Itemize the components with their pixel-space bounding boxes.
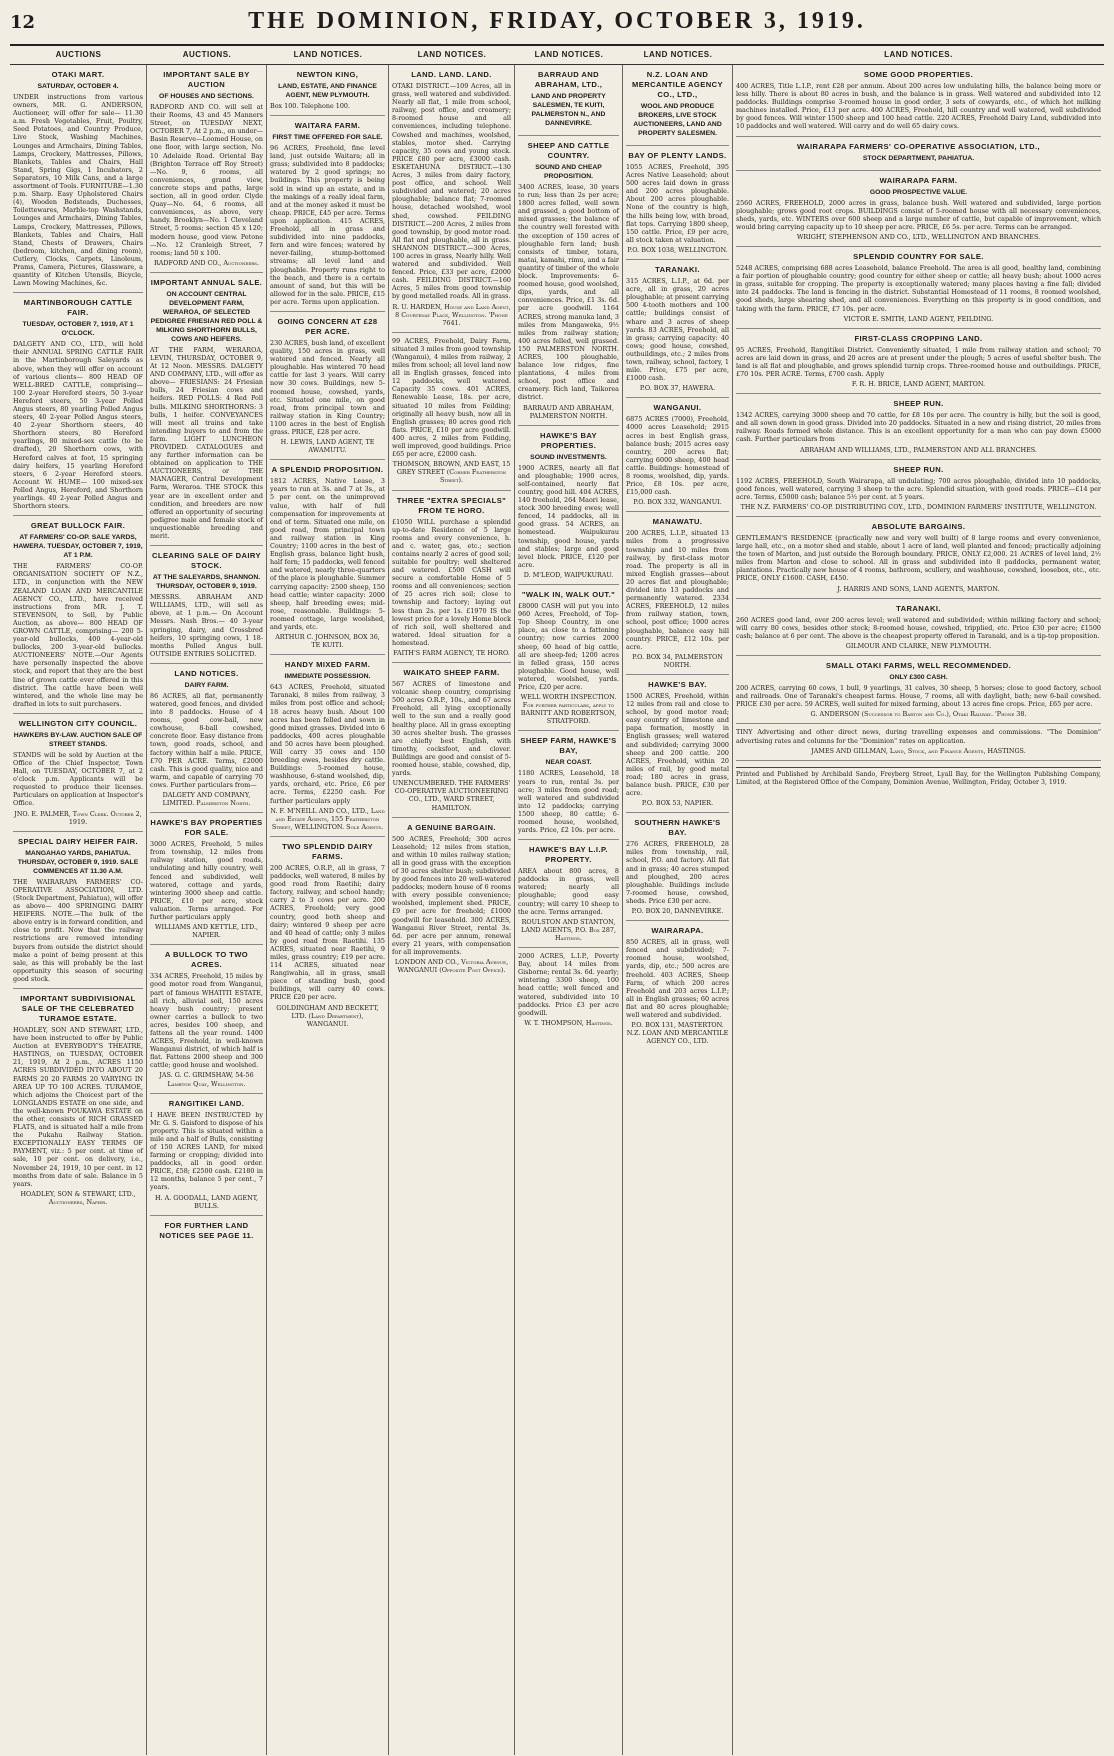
- ad-signature: ARTHUR C. JOHNSON, BOX 36, TE KUITI.: [275, 633, 380, 650]
- ad-subheading: WOOL AND PRODUCE BROKERS, LIVE STOCK AUCTIONEERS, LAND AND PROPERTY SALESMEN.: [633, 103, 722, 137]
- ad-signature: P.O. BOX 53, NAPIER.: [641, 799, 714, 808]
- ad-heading: CLEARING SALE OF DAIRY STOCK.: [152, 551, 261, 571]
- ad-subheading: MANGAHAO YARDS, PAHIATUA. THURSDAY, OCTOBER 9, 1919. SALE COMMENCES AT 11.30 A.M.: [17, 849, 139, 875]
- ad-signature: UNENCUMBERED. THE FARMERS' CO-OPERATIVE AUCTIONEERING CO., LTD., WARD STREET, HAMILTON.: [392, 779, 511, 812]
- ad-signature: WELL WORTH INSPECTION. For further particulars, apply to BARNITT AND ROBERTSON, STRATFORD.: [520, 693, 617, 726]
- ad-subheading: SOUND INVESTMENTS.: [530, 453, 607, 461]
- ad-heading: WAITARA FARM.: [294, 121, 361, 131]
- classified-ad: [13, 516, 143, 714]
- ad-subheading: OF HOUSES AND SECTIONS.: [159, 93, 254, 100]
- ad-heading: NEWTON KING,: [296, 70, 359, 79]
- ad-heading: FIRST-CLASS CROPPING LAND.: [854, 333, 983, 343]
- classified-ad: [626, 813, 729, 921]
- ad-signature: JAS. G. C. GRIMSHAW, 54-56 Lambton Quay, Wellington.: [159, 1071, 254, 1088]
- ad-signature: F. R. H. BRICE, LAND AGENT, MARTON.: [851, 380, 986, 389]
- ad-signature: FAITH'S FARM AGENCY, TE HORO.: [393, 649, 510, 657]
- ad-body: 1812 ACRES, Native Lease, 3 years to run at 3s. and 7 at 3s., at 5 per cent. on the unimproved value, with half of full compensation for improvements at end of term. Situated one mile, on good road, from principal town and railway station in King Country; 1100 acres in the best of English grass, balance light bush, half fern; 15 paddocks, well fenced and watered, nearly three-quarters of the place is ploughable. Summer carrying capacity: 2500 sheep, 150 head cattle; winter capacity: 2000 sheep, half breeding ewes; mid-rose, reasonable. Buildings: 5-roomed cottage, large woolshed, and yards, etc.: [270, 477, 385, 631]
- ad-heading: WELLINGTON CITY COUNCIL.: [18, 718, 138, 728]
- ad-body: 96 ACRES, Freehold, fine level land, just outside Waitara; all in grass; subdivided into 8 paddocks; watered by 2 good springs; no buildings. This property is being sold in wind up an estate, and in the makings of a really ideal farm, and at the money asked it must be cheap. PRICE, £45 per acre. Terms upon application. 415 ACRES, Freehold, all in grass and subdivided into nine paddocks, fern and wire fences; watered by never-failing, stump-bottomed streams; all level land and ploughable. Property runs right to the beach, and there is a certain amount of sand, but this will be allowed for in the sale. PRICE, £15 per acre. Terms upon application.: [270, 144, 385, 306]
- classified-ad: [736, 137, 1101, 171]
- classified-ad: [518, 731, 619, 840]
- ad-body: I HAVE BEEN INSTRUCTED by Mr. G. S. Gaisford to dispose of his property. This is situated within a mile and a half of Bulls, consisting of 150 ACRES LAND, for mixed farming or cropping; divided into paddocks, all in good order. PRICE, £58; £2500 cash. £2180 in 12 months, balance 5 per cent., 7 years.: [150, 1110, 263, 1192]
- ad-body: 334 ACRES, Freehold, 15 miles by good motor road from Wanganui, part of famous WHATITI ESTATE, all rich, alluvial soil, 150 acres heavy bush country; present owner carries a bullock to two acres, besides 100 sheep, and fattens all the year round. 1400 ACRES, Freehold, in well-known Wanganui district, of which half is flat. Fattens 2000 sheep and 300 cattle; good house and woolshed.: [150, 972, 263, 1070]
- ad-subheading: LAND, ESTATE, AND FINANCE AGENT, NEW PLYMOUTH.: [278, 83, 377, 99]
- classified-ad: [392, 65, 511, 333]
- ad-signature: P.O. BOX 1038, WELLINGTON.: [627, 245, 728, 254]
- ad-body: HOADLEY, SON AND STEWART, LTD., have been instructed to offer by Public Auction at EVERYBODY'S THEATRE, HASTINGS, on TUESDAY, OCTOBER 21, 1919, At 2 p.m., ACRES 1150 ACRES SUBDIVIDED INTO ABOUT 20 FARMS 20 20 FARMS 20 VARYING IN AREA UP TO 100 ACRES. TURAMOE, which adjoins the Choicest part of the LONGLANDS ESTATE on one side, and the well-known POUKAWA ESTATE on the other, consists of RICH GRASSED FLATS, and is situated half a mile from the Pukahu Railway Station. EXCEPTIONALLY EASY TERMS OF PAYMENT, viz.: 5 per cent. at time of sale, 10 per cent. on delivery, i.e., November 24, 1919, 10 per cent. in 12 months from date of sale. Balance in 5 years.: [13, 1025, 143, 1188]
- ad-signature: D. M'LEOD, WAIPUKURAU.: [523, 570, 614, 579]
- classified-ad: [150, 546, 263, 664]
- section-head: LAND NOTICES.: [534, 50, 604, 59]
- classified-ad: [736, 517, 1101, 599]
- ad-body: DALGETY AND CO., LTD., will hold their ANNUAL SPRING CATTLE FAIR in the Martinborough Saleyards as above, when they will offer on account of various clients— 800 HEAD OF WELL-BRED CATTLE, comprising— 100 2-year Hereford steers, 50 3-year Hereford steers, 50 3-year Polled Angus steers, 80 yearling Polled Angus steers, 40 2-year Polled Angus steers, 40 2-year Shorthorn steers, 40 Shorthorn steers, 80 Hereford yearlings, 80 mixed-sex cattle (to be drafted), 20 Shorthorn cows, with Hereford calves at foot, 15 springing dairy heifers, 15 yearling Hereford steers, 6 2-year Hereford steers. Account W. HUME— 100 mixed-sex Polled Angus, Hereford, and Shorthorn yearlings. 40 2-year Polled Angus and Shorthorn steers.: [13, 340, 143, 511]
- ad-body: 3400 ACRES, lease, 30 years to run; less than 2s per acre; 1800 acres felled, well sown and grassed, a good bottom of mixed grasses; the balance of the country well forested with the exception of 150 acres of ploughable fern land; bush consists of timber, totara, matai, kamahi, rimu, and a fair quantity of timber of the whole block. Improvements: 6-roomed house, good woolshed, dips, yards, and all conveniences. Price, £1 3s. 6d. per acre goodwill. 1164 ACRES, strong manuka land, 3 miles from Mangaweka, 9½ miles from railway station; 400 acres felled, well grassed. 150 PALMERSTON NORTH. ACRES, 100 ploughable, balance low ridges, fine plantations, 4 miles from school, post office and creamery. Rich land, Taikorea district.: [518, 183, 619, 402]
- ad-body: STANDS will be sold by Auction at the Office of the Chief Inspector, Town Hall, on TUESDAY, OCTOBER 7, at 2 o'clock p.m. Applicants will be requested to produce their licenses. Particulars on application at Inspector's Office.: [13, 750, 143, 808]
- ad-body: 260 ACRES good land, over 200 acres level; well watered and subdivided; within milking factory and school; will carry 80 cows, besides other stock; 8-roomed house, cowshed, tripplied, etc. Price £30 per acre; £1500 cash; balance at 6 per cent. The above is the cheapest property offered in Taranaki, and is a tip-top proposition.: [736, 615, 1101, 640]
- ad-heading: TARANAKI.: [896, 603, 941, 613]
- classified-ad: [13, 714, 143, 832]
- ad-signature: HOADLEY, SON & STEWART, LTD., Auctioneers, Napier.: [20, 1189, 136, 1206]
- ad-heading: HAWKE'S BAY L.I.P. PROPERTY.: [529, 845, 608, 865]
- classified-ad: [736, 599, 1101, 656]
- section-head: LAND NOTICES.: [417, 50, 487, 59]
- ad-body: 200 ACRES, O.R.P., all in grass, 7 paddocks, well watered, 8 miles by good road from Raetihi; dairy factory, railway, and school handy; carry 2 to 3 cows per acre. 200 ACRES, Freehold; very good country, good both sheep and dairy; wintered 9 sheep per acre and 40 head of cattle; only 3 miles by good road from Raetihi. 135 ACRES, situated near Raetihi, 9 miles, grass country; £19 per acre. 114 ACRES, situated near Rangiwahia, all in grass, small piece of standing bush, good buildings, will carry 40 cows. PRICE £20 per acre.: [270, 863, 385, 1002]
- ad-body: 2000 ACRES, L.I.P., Poverty Bay, about 14 miles from Gisborne; rental 3s. 6d. yearly; wintering 3300 sheep, 100 head cattle; well fenced and watered, subdivided into 10 paddocks. Price £3 per acre goodwill.: [518, 952, 619, 1017]
- ad-subheading: STOCK DEPARTMENT, PAHIATUA.: [862, 154, 975, 162]
- ad-body: THE FARMERS' CO-OP. ORGANISATION SOCIETY OF N.Z., LTD., in conjunction with the NEW ZEALAND LOAN AND MERCANTILE AGENCY CO., LTD., have received instructions from MR. J. T. STEVENSON, to Sell, by Public Auction, as above— 800 HEAD OF GROWN CATTLE, comprising— 200 5-year-old bullocks, 400 4-year-old bullocks, 200 3-year-old bullocks. AUCTIONEERS' NOTE.—Our Agents have personally inspected the above stock, and report that they are the best line of grown cattle ever offered in this district. The cattle have been well wintered, and the whole line may be drafted in lots to suit purchasers.: [13, 562, 143, 708]
- ad-signature: G. ANDERSON (Successor to Barton and Co.), Otaki Railway. 'Phone 38.: [810, 710, 1027, 719]
- ad-body: 850 ACRES, all in grass, well fenced and subdivided; 7-roomed house, woolshed, yards, dip, etc.; 500 acres are freehold. 403 ACRES, Sheep Farm, of which 200 acres Freehold and 203 acres L.I.P.; all in English grasses; 60 acres flat and 80 acres ploughable; well watered and subdivided.: [626, 938, 729, 1019]
- classified-ad: [150, 273, 263, 546]
- ad-body: 1192 ACRES, FREEHOLD, South Wairarapa, all undulating; 700 acres ploughable, divided into 10 paddocks, good fences, well watered, carrying 3 sheep to the acre. Splendid situation, with good roads. PRICE—£14 per acre. Terms, £5000 cash; balance 5½ per cent. at 5 years.: [736, 476, 1101, 501]
- classified-ad: [150, 1216, 263, 1248]
- ad-heading: HAWKE'S BAY PROPERTIES.: [540, 430, 597, 450]
- column-7: [733, 65, 1104, 1755]
- classified-ad: [626, 675, 729, 813]
- classified-ad: [518, 65, 619, 136]
- classified-ad: [736, 394, 1101, 459]
- column-5: [515, 65, 623, 1755]
- classified-ad: [626, 260, 729, 398]
- ad-subheading: ON ACCOUNT CENTRAL DEVELOPMENT FARM, WERAROA, OF SELECTED PEDIGREE FRIESIAN RED POLL & MILKING SHORTHORN BULLS, COWS AND HEIFERS.: [150, 290, 263, 343]
- classified-ad: [392, 491, 511, 664]
- classified-ad: [518, 840, 619, 948]
- ad-body: 643 ACRES, Freehold, situated Taranaki, 8 miles from railway, 3 miles from post office and school; 18 acres heavy bush. About 100 acres has been felled and sown in good mixed grasses. Divided into 6 paddocks, 400 acres ploughable and 50 acres have been ploughed. Will carry 35 cows and 150 breeding ewes, besides dry cattle. Buildings: 5-roomed house, washhouse, 6-stand woolshed, dip, yards, orchard, etc. Price, £6 per acre. Terms, £2250 cash. For further particulars apply: [270, 683, 385, 805]
- page-number: 12: [10, 12, 36, 33]
- ad-body: 1900 ACRES, nearly all flat and ploughable; 1900 acres, self-contained, nearly flat country, good hill. 404 ACRES, 140 freehold, 264 Maori lease, stock 300 breeding ewes; well fenced, 14 paddocks, all in good grass. 54 ACRES, an homestead. Waipukurau township, good house, yards and stables; large and good level block. PRICE, £120 per acre.: [518, 463, 619, 569]
- classified-ad: [270, 837, 385, 1033]
- section-heads: [10, 46, 1104, 65]
- ad-heading: HAWKE'S BAY.: [648, 679, 707, 689]
- ad-body: 2560 ACRES, FREEHOLD, 2000 acres in grass, balance bush. Well watered and subdivided, large portion ploughable; grows good root crops. BUILDINGS consist of 5-roomed house with all necessary conveniences, sheds, yards, etc. WINTERS over 600 sheep and a large number of cattle, but capable of improvement, which would bring carrying capacity up to 10 sheep per acre. PRICE, £6 5s. per acre. Terms can be arranged.: [736, 198, 1101, 231]
- ad-signature: JNO. E. PALMER, Town Clerk. October 2, 1919.: [14, 809, 142, 826]
- classified-ad: [150, 65, 263, 273]
- ad-body: £8000 CASH will put you into 960 Acres, Freehold, of Top-Top Sheep Country, in one place, as close to a fattening country; now carries 2000 sheep, 60 head of big cattle, all are sheep-fed; 1200 acres in felled grass, 150 acres ploughable. Good house, well watered, woolshed, yards. Price, £20 per acre.: [518, 602, 619, 691]
- ad-body: 230 ACRES, bush land, of excellent quality, 150 acres in grass, well watered and fenced. Nearly all ploughable. Has wintered 70 head cattle for last 3 years. Will carry now 30 cows. Buildings, new 5-roomed house, cowshed, yards, etc. Situated one mile, on good road, from principal town and railway station in King Country; 1100 acres in the best of English grass. PRICE, £28 per acre.: [270, 338, 385, 436]
- column-2: [147, 65, 267, 1755]
- ad-heading: IMPORTANT SUBDIVISIONAL SALE OF THE CELEBRATED TURAMOE ESTATE.: [20, 993, 136, 1023]
- masthead: [10, 8, 1104, 46]
- classified-ad: [736, 724, 1101, 760]
- ad-heading: A SPLENDID PROPOSITION.: [271, 465, 384, 475]
- ad-subheading: ONLY £300 CASH.: [889, 674, 948, 682]
- ad-heading: WANGANUI.: [653, 403, 702, 413]
- classified-ad: [13, 65, 143, 293]
- ad-heading: IMPORTANT ANNUAL SALE.: [150, 277, 263, 287]
- ad-heading: TARANAKI.: [655, 265, 700, 275]
- newspaper-title: THE DOMINION, FRIDAY, OCTOBER 3, 1919.: [248, 8, 866, 34]
- ad-heading: RANGITIKEI LAND.: [168, 1098, 245, 1108]
- ad-signature: P.O. BOX 34, PALMERSTON NORTH.: [632, 652, 723, 669]
- ad-body: Box 100. Telephone 100.: [270, 102, 351, 110]
- ad-heading: BARRAUD AND ABRAHAM, LTD.,: [534, 70, 603, 89]
- column-6: [623, 65, 733, 1755]
- classified-ad: [736, 247, 1101, 329]
- classified-ad: [270, 116, 385, 312]
- ad-heading: THREE "EXTRA SPECIALS" FROM TE HORO.: [396, 495, 507, 515]
- ad-signature: P.O. BOX 131, MASTERTON. N.Z. LOAN AND MERCANTILE AGENCY CO., LTD.: [626, 1021, 729, 1046]
- ad-signature: H. A. GOODALL, LAND AGENT, BULLS.: [154, 1193, 259, 1210]
- section-head: AUCTIONS.: [182, 50, 232, 59]
- ad-body: 95 ACRES, Freehold, Rangitikei District. Conveniently situated, 1 mile from railway station and school; 70 acres are laid down in grass, and 20 acres are at present under the plough; 5 acres of useful shelter bush. The land is all flat and ploughable, and grows splendid turnip crops. Three-roomed house and outbuildings. PRICE, £70 10s. PER ACRE. Terms, £700 cash. Apply: [736, 345, 1101, 378]
- ad-heading: A BULLOCK TO TWO ACRES.: [164, 950, 249, 970]
- classified-ad: [736, 656, 1101, 724]
- classified-ad: [150, 664, 263, 813]
- classified-ad: [392, 663, 511, 818]
- ad-body: AREA about 800 acres, 8 paddocks in grass, well watered; nearly all ploughable; good easy country; will carry 10 sheep to the acre. Terms arranged.: [518, 867, 619, 916]
- ad-subheading: AT THE SALEYARDS, SHANNON. THURSDAY, OCTOBER 9, 1919.: [152, 574, 261, 591]
- column-4: [389, 65, 515, 1755]
- ad-heading: SHEEP RUN.: [893, 464, 944, 474]
- ad-signature: P.O. BOX 332, WANGANUI.: [633, 498, 722, 507]
- columns: [10, 65, 1104, 1755]
- ad-body: 1342 ACRES, carrying 3000 sheep and 70 cattle, for £8 10s per acre. The country is hilly, but the soil is good, and all sown down in good grass. Divided into 20 paddocks. Situated in a new and rising district, 20 miles from railway. Roads formed whole distance. This is an excellent opportunity for a man who can pay down £5000 cash. Further particulars from: [736, 411, 1101, 444]
- ad-heading: BAY OF PLENTY LANDS.: [628, 151, 727, 160]
- classified-ad: [518, 426, 619, 585]
- ad-heading: WAIRARAPA.: [651, 926, 704, 936]
- ad-body: 1180 ACRES, Leasehold, 18 years to run, rental 3s. per acre; 3 miles from good road; well watered and subdivided into 12 paddocks; carrying 1500 sheep, 80 cattle; 6-roomed house, woolshed, yards. Price, £2 10s. per acre.: [518, 769, 619, 835]
- ad-body: 500 ACRES, Freehold; 300 acres Leasehold; 12 miles from station, and within 10 miles railway station; all in good grass with the exception of 30 acres shelter bush; subdivided by good fences into 20 well-watered paddocks; modern house of 6 rooms with every possible convenience; woolshed, implement shed. PRICE, £9 per acre for freehold; £1000 goodwill for leasehold. 300 ACRES, Wanganui River Street, rental 3s. 6d. per acre per annum, renewal every 21 years, with compensation for all improvements.: [392, 834, 511, 956]
- ad-subheading: FIRST TIME OFFERED FOR SALE.: [272, 134, 383, 142]
- ad-signature: GILMOUR AND CLARKE, NEW PLYMOUTH.: [845, 641, 992, 650]
- classified-ad: [270, 460, 385, 655]
- classified-ad: [626, 398, 729, 512]
- ad-heading: WAIRARAPA FARM.: [879, 175, 958, 185]
- ad-signature: BARRAUD AND ABRAHAM, PALMERSTON NORTH.: [523, 403, 614, 420]
- ad-heading: HANDY MIXED FARM.: [284, 660, 371, 670]
- ad-signature: H. LEWIS, LAND AGENT, TE AWAMUTU.: [280, 438, 375, 455]
- ad-subheading: IMMEDIATE POSSESSION.: [284, 673, 371, 681]
- ad-heading: SOUTHERN HAWKE'S BAY.: [634, 818, 721, 838]
- classified-ad: [736, 460, 1101, 517]
- ad-heading: GOING CONCERN AT £28 PER ACRE.: [277, 316, 378, 336]
- ad-body: 276 ACRES, FREEHOLD, 28 miles from township, rail, school, P.O. and factory. All flat and in grass; 40 acres stumped and ploughed, 200 acres ploughable. Buildings include 7-roomed house, cowshed, sheds. Price £30 per acre.: [626, 840, 729, 905]
- ad-heading: IMPORTANT SALE BY AUCTION: [163, 70, 250, 89]
- ad-signature: R. U. HARDEN, House and Land Agent, 8 Courtenay Place, Wellington. 'Phone 7641.: [392, 302, 511, 327]
- ad-heading: FOR FURTHER LAND NOTICES SEE PAGE 11.: [159, 1220, 254, 1240]
- ad-heading: MARTINBOROUGH CATTLE FAIR.: [23, 298, 133, 318]
- ad-body: OTAKI DISTRICT.—109 Acres, all in grass, well watered and subdivided. Nearly all flat, 1 mile from school, railway, post office, and creamery; 8-roomed house and all conveniences, including telephone. Cowshed and machines, woolshed, stables, motor shed. Carrying capacity, 35 cows and young stock. PRICE £80 per acre, £3000 cash. ESKETAHUNA DISTRICT.—130 Acres, 3 miles from dairy factory, post office, and school. Well subdivided and watered; 20 acres ploughable; balance flat; 7-roomed house, detached woolshed, wool shed, cowshed. FEILDING DISTRICT.—200 Acres, 2 miles from good township, by good motor road. All flat and ploughable, all in grass. SHANNON DISTRICT.—300 Acres, 100 acres in grass, Nearly hilly. Well watered and subdivided. Well fenced. Price, £33 per acre, £2000 cash. FEILDING DISTRICT.—160 Acres, 5 miles from good township by good metalled roads. All in grass.: [392, 82, 511, 301]
- ad-signature: W. T. THOMPSON, Hastings.: [524, 1018, 613, 1027]
- ad-signature: ROULSTON AND STANTON, LAND AGENTS, P.O. Box 287, Hastings.: [520, 917, 617, 942]
- classified-ad: [150, 1094, 263, 1216]
- classified-ad: [392, 333, 511, 491]
- ad-heading: SHEEP AND CATTLE COUNTRY.: [527, 141, 610, 160]
- classified-ad: [150, 813, 263, 945]
- ad-heading: SOME GOOD PROPERTIES.: [863, 70, 974, 79]
- ad-signature: P.O. BOX 37, HAWERA.: [639, 384, 716, 393]
- classified-ad: [626, 921, 729, 1050]
- section-head: LAND NOTICES.: [293, 50, 363, 59]
- classified-ad: [736, 65, 1101, 137]
- classified-ad: [518, 136, 619, 426]
- ad-body: AT THE FARM, WERAROA, LEVIN, THURSDAY, OCTOBER 9, At 12 Noon. MESSRS. DALGETY AND COMPANY, LTD., will offer as above— FRIESIANS: 24 Friesian bulls, 24 Friesian cows and heifers. RED POLLS: 4 Red Poll bulls. MILKING SHORTHORNS: 3 bulls, 1 heifer. CONVEYANCES will meet all trains and take intending buyers to and from the farm. LIGHT LUNCHEON PROVIDED. CATALOGUES and any further information can be obtained on application to THE AUCTIONEERS, or THE MANAGER, Central Development Farm, Weraroa. THE STOCK this year are in excellent order and condition, and breeders are now offered an opportunity of securing pedigree male and female stock of unquestionable breeding and merit.: [150, 345, 263, 541]
- ad-subheading: AT FARMERS' CO-OP. SALE YARDS, HAWERA. TUESDAY, OCTOBER 7, 1919, AT 1 P.M.: [13, 534, 143, 560]
- classified-ad: [518, 948, 619, 1032]
- ad-body: 567 ACRES of limestone and volcanic sheep country, comprising 500 acres O.R.P., 10s., and 67 acres Freehold, all lying exceptionally well to the sun and a really good healthy place. All in grass excepting 30 acres shelter bush. The grasses are chiefly best English, with timothy, cocksfoot, and clover. Buildings are good and consist of 5-roomed house, stable, cowshed, dip, yards.: [392, 680, 511, 778]
- ad-signature: LONDON AND CO., Victoria Avenue, WANGANUI (Opposite Post Office).: [394, 958, 509, 975]
- classified-ad: [13, 989, 143, 1211]
- ad-body: TINY Advertising and other direct news, during travelling expenses and commissions. "The Dominion" advertising rates and columns for the "Dominion" rates on application.: [736, 728, 1101, 745]
- ad-heading: OTAKI MART.: [51, 70, 105, 79]
- ad-body: 86 ACRES, all flat, permanently watered, good fences, and divided into 8 paddocks. House of 4 rooms, good cow-bail, new cowhouse, 8-ball cowshed, concrete floor. Easy distance from town, good roads, school, and factory within half a mile. PRICE, £70 PER ACRE. Terms, £2000 cash. This is good quality, nice and warm, and capable of carrying 70 cows. Further particulars from—: [150, 691, 263, 789]
- printer-imprint: Printed and Published by Archibald Sando, Freyberg Street, Lyall Bay, for the Wellington Publishing Company, Limited, at the Registered Office of the Company, Dominion Avenue, Wellington, Friday, October 3, 1919.: [736, 767, 1101, 787]
- ad-signature: WILLIAMS AND KETTLE, LTD., NAPIER.: [154, 923, 259, 940]
- ad-heading: N.Z. LOAN AND MERCANTILE AGENCY CO., LTD.,: [632, 70, 723, 99]
- ad-heading: A GENUINE BARGAIN.: [407, 822, 496, 832]
- ad-subheading: DAIRY FARM.: [184, 681, 229, 689]
- classified-ad: [626, 65, 729, 146]
- ad-signature: J. HARRIS AND SONS, LAND AGENTS, MARTON.: [837, 584, 1000, 593]
- ad-signature: THOMSON, BROWN, AND EAST, 15 GREY STREET (Corner Featherston Street).: [392, 460, 511, 485]
- ad-heading: GREAT BULLOCK FAIR.: [30, 521, 126, 531]
- ad-body: MESSRS. ABRAHAM AND WILLIAMS, LTD., will sell as above, at 1 p.m.— On Account Messrs. Nash Bros.— 40 3-year springing, dairy, and Crossbred heifers, 10 springing cows, 1 18-months Polled Angus bull. OUTSIDE ENTRIES SOLICITED.: [150, 593, 263, 658]
- ad-body: 3000 ACRES, Freehold, 5 miles from township, 12 miles from railway station, good roads, undulating and hilly country, well fenced and subdivided, well watered, cottage and yards, wintering 3000 sheep and cattle. PRICE, £10 per acre, stock valuation. Terms arranged. For further particulars apply: [150, 840, 263, 922]
- ad-signature: VICTOR E. SMITH, LAND AGENT, FEILDING.: [843, 314, 994, 323]
- classified-ad: [392, 818, 511, 980]
- ad-heading: SPLENDID COUNTRY FOR SALE.: [853, 252, 984, 262]
- column-1: [10, 65, 147, 1755]
- classified-ad: [626, 512, 729, 675]
- ad-subheading: SATURDAY, OCTOBER 4.: [37, 83, 119, 90]
- section-head: AUCTIONS: [55, 50, 102, 59]
- ad-heading: "WALK IN, WALK OUT.": [521, 590, 616, 600]
- ad-signature: RADFORD AND CO., Auctioneers.: [153, 258, 260, 267]
- ad-body: 1055 ACRES, Freehold, 395 Acres Native Leasehold; about 500 acres laid down in grass and 200 acres ploughable. About 200 acres ploughable. None of the country is high, the hills being low, with broad, flat tops. Carrying 1800 sheep, 150 cattle. Price, £9 per acre, all stock taken at valuation.: [626, 163, 729, 244]
- ad-heading: SHEEP FARM, HAWKE'S BAY,: [520, 736, 617, 756]
- ad-signature: N. F. M'NEILL AND CO., LTD., Land and Estate Agents, 155 Featherston Street, WELLINGTON. Sole Agents.: [270, 806, 385, 831]
- section-head: LAND NOTICES.: [884, 50, 953, 59]
- ad-body: 200 ACRES, L.I.P., situated 13 miles from a progressive township and 10 miles from railway, by first-class motor road. The property is all in mixed English grasses—about 20 acres flat and ploughable; divided into 13 paddocks and permanently watered. 2334 ACRES, FREEHOLD, 12 miles from railway station, town, school, post office; 1000 acres ploughable, balance easy hill country. PRICE, £12 10s. per acre.: [626, 529, 729, 651]
- classified-ad: [518, 585, 619, 731]
- ad-body: 5248 ACRES, comprising 688 acres Leasehold, balance Freehold. The area is all good, healthy land, combining a fair portion of ploughable country; good country for either sheep or cattle; all heavy bush; about 1000 acres in grass, suitable for cropping. The property is exceptionally watered; many places having a fine fall; divided into 24 paddocks. The land is fencing in the district. Substantial Homestead of 11 rooms, 8 roomed woolshed, good sheds, large shearing shed, and all conveniences. Everything on this property is in good condition, and taking with the farm. PRICE, £7 10s. per acre.: [736, 264, 1101, 313]
- ad-heading: WAIRARAPA FARMERS' CO-OPERATIVE ASSOCIATION, LTD.,: [796, 141, 1040, 151]
- ad-subheading: HAWKERS BY-LAW. AUCTION SALE OF STREET STANDS.: [13, 731, 143, 748]
- classified-ad: [736, 171, 1101, 247]
- ad-heading: MANAWATU.: [652, 517, 703, 527]
- ad-subheading: GOOD PROSPECTIVE VALUE.: [869, 188, 968, 196]
- ad-signature: GOLDINGHAM AND BECKETT, LTD. (Land Department), WANGANUI.: [276, 1003, 379, 1028]
- ad-subheading: SOUND AND CHEAP PROPOSITION.: [535, 164, 602, 180]
- ad-signature: WRIGHT, STEPHENSON AND CO., LTD., WELLINGTON AND BRANCHES.: [796, 232, 1041, 241]
- ad-heading: SPECIAL DAIRY HEIFER FAIR.: [18, 836, 138, 846]
- ad-heading: LAND NOTICES.: [174, 668, 239, 678]
- classified-ad: [150, 945, 263, 1093]
- classified-ad: [270, 655, 385, 837]
- ad-subheading: NEAR COAST.: [545, 759, 592, 767]
- ad-heading: WAIKATO SHEEP FARM.: [403, 668, 500, 678]
- ad-body: GENTLEMAN'S RESIDENCE (practically new and very well built) of 8 large rooms and every convenience, large hall, etc., on a motor shed and stable, about 1 acre of land, well planted and fenced; practically adjoining the town of Marton, and just outside the Borough boundary. PRICE, ONLY £2,000. 21 ACRES of level land, 2½ miles from Marton and close to school. All in grass and subdivided into 8 paddocks, permanent water, plantations. Practically new house of 4 rooms, bathroom, scullery, and washhouse, cowshed, loosebox, etc., etc. PRICE, ONLY £1600. CASH, £450.: [736, 534, 1101, 583]
- ad-body: £1050 WILL purchase a splendid up-to-date Residence of 5 large rooms and every convenience, h. and c. water, gas, etc.; section contains nearly 2 acres of good soil; suitable for poultry; well sheltered and watered. £500 CASH will secure a comfortable Home of 5 rooms and all conveniences; section of 25 acres rich soil; close to township and factory; laying out less than 2s. per 1s. £1970 IS the lowest price for a lovely Home block of rich soil, well sheltered and watered. Ideal situation for a homestead.: [392, 517, 511, 647]
- ad-heading: SMALL OTAKI FARMS, WELL RECOMMENDED.: [825, 661, 1012, 671]
- ad-body: UNDER instructions from various owners, MR. G. ANDERSON, Auctioneer, will offer for sale— 11.30 a.m. Fresh Vegetables, Fruit, Poultry, Seed Potatoes, and Country Produce, Live Stock, Washing Machines, Lounges and Armchairs, Dining Tables, Lamps, Crockery, Mattresses, Pillows, Blankets, Tables and Chairs, Hall Stand, Spring Gigs, 1 Incubators, 2 Separators, 10 Milk Cans, and a large assortment of Tools. FURNITURE—1.30 p.m. Sharp. Easy Upholstered Chairs (4), Wooden Bedsteads, Duchesses, Toilettewares, Marble-top Washstands, Lounges and Armchairs, Dining Tables, Lamps, Crockery, Mattresses, Pillows, Blankets, Tables and Chairs, Hall Stand, Chests of Drawers, Chairs (bedroom, kitchen, and dining room), Cutlery, Clocks, Carpets, Linoleum, Prams, Camera, Pictures, Glassware, a quantity of Kitchen Utensils, Bicycle, Lawn Mowing Machines, &c.: [13, 93, 143, 288]
- ad-body: 1500 ACRES, Freehold, within 12 miles from rail and close to school, by good motor road; easy country of limestone and papa formation, mostly in English grasses; well watered and subdivided; carrying 3000 sheep and 200 cattle. 200 ACRES, Freehold, within 20 miles of rail, by good metal road; 180 acres in grass, balance bush. PRICE, £30 per acre.: [626, 691, 729, 798]
- ad-heading: HAWKE'S BAY PROPERTIES FOR SALE.: [150, 818, 263, 838]
- classified-ad: [270, 312, 385, 460]
- classified-ad: [13, 293, 143, 516]
- classified-ad: [270, 65, 385, 116]
- ad-body: RADFORD AND CO. will sell at their Rooms, 43 and 45 Manners Street, on TUESDAY NEXT, OCTOBER 7, At 2 p.m., on under— Basin Reserve—Loomed House, on one floor, with large section, No. 10 Adelaide Road. Oriental Bay (Brighton Terrace off Roy Street)—No. 9, 6 rooms, all conveniences, grand view, concrete steps and paths, large section, all in good order. Clyde Quay—No. 64, 6 rooms, all conveniences, as above, very handy. Brooklyn—No. 1 Cleveland Street, 5 rooms; section 45 x 120; modern house, good view. Petone—No. 12 Cranleigh Street, 7 rooms; land 50 x 100.: [150, 103, 263, 257]
- ad-heading: LAND. LAND. LAND.: [411, 70, 492, 79]
- section-head: LAND NOTICES.: [643, 50, 713, 59]
- ad-signature: P.O. BOX 20, DANNEVIRKE.: [631, 907, 724, 916]
- ad-heading: SHEEP RUN.: [893, 399, 944, 409]
- ad-signature: DALGETY AND COMPANY, LIMITED. Palmerston North.: [162, 791, 251, 808]
- ad-signature: ABRAHAM AND WILLIAMS, LTD., PALMERSTON AND ALL BRANCHES.: [800, 445, 1037, 454]
- ad-body: THE WAIRARAPA FARMERS' CO-OPERATIVE ASSOCIATION, LTD. (Stock Department, Pahiatua), will offer as above— 400 SPRINGING DAIRY HEIFERS. NOTE.—The bulk of the above entry is in forward condition, and close to profit. Now that the railway restrictions are removed intending buyers from outside the district should make a point of being present at this sale, as this will probably be the last opportunity this season of securing good stock.: [13, 877, 143, 983]
- column-3: [267, 65, 389, 1755]
- ad-body: 200 ACRES, carrying 60 cows, 1 bull, 9 yearlings, 31 calves, 30 sheep, 5 horses; close to good factory, school and railroads. One of Taranaki's cheapest farms. House, 7 rooms, all with daylight, bath; new 6-bail cowshed. PRICE £30 per acre. 59 ACRES, well suited for mixed farming, about 13 acres fine crops. Price, £65 per acre.: [736, 684, 1101, 709]
- classified-ad: [736, 329, 1101, 394]
- ad-body: 400 ACRES, Title L.I.P., rent £28 per annum. About 200 acres low undulating hills, the balance being more or less hilly. There is about 80 acres in bush, and the balance is in grass. Well watered and subdivided into 12 paddocks. Buildings comprise 3-roomed house in good order, 3 sets of cowyards, etc., of which hot milking machines installed. Price, £13 per acre. 400 ACRES, Freehold, hill country and well watered, well subdivided by good fences. Will winter 1500 sheep and 100 head cattle. 220 ACRES, Freehold Dairy Land, subdivided into 10 paddocks and well watered. Will carry and do well 65 dairy cows.: [736, 82, 1101, 131]
- ad-signature: JAMES AND GILLMAN, Land, Stock, and Finance Agents, HASTINGS.: [811, 746, 1026, 755]
- ad-body: 99 ACRES, Freehold, Dairy Farm, situated 3 miles from good township (Wanganui), 4 miles from railway, 2 miles from school; all level land now all in English grasses, fenced into 12 paddocks, well watered. Capacity 35 cows. 401 ACRES, Renewable Lease, 18s. per acre, situated 10 miles from Feilding; originally all heavy bush, now all in English grasses; 80 acres good rich flats. PRICE, £10 per acre goodwill. 400 acres, 2 miles from Feilding, well improved, good buildings. Price £65 per acre, £2000 cash.: [392, 336, 511, 459]
- ad-heading: ABSOLUTE BARGAINS.: [871, 522, 966, 531]
- ad-body: 6875 ACRES (7000), Freehold, 4000 acres Leasehold; 2915 acres in best English grass, balance bush; 2015 acres easy country, 200 acres flat; carrying 6000 sheep, 400 head cattle. Buildings: homestead of 8 rooms, woolshed, dip, yards. Price, £8 10s. per acre, £15,000 cash.: [626, 415, 729, 497]
- ad-heading: TWO SPLENDID DAIRY FARMS.: [282, 841, 373, 861]
- ad-subheading: TUESDAY, OCTOBER 7, 1919, AT 1 O'CLOCK.: [22, 321, 134, 338]
- ad-body: 315 ACRES, L.I.P., at 6d. per acre, all in grass, 20 acres ploughable; at present carrying 500 4-tooth mothers and 100 cattle; buildings consist of whare and 3 acres of sheep yards. 83 ACRES, Freehold, all in grass; carrying capacity: 40 cows; good house, cowshed, outbuildings, etc.; 2 miles from town, railway, school, factory, 1 mile. Price, £75 per acre, £1000 cash.: [626, 277, 729, 383]
- ad-signature: THE N.Z. FARMERS' CO-OP. DISTRIBUTING COY., LTD., DOMINION FARMERS' INSTITUTE, WELLINGTON.: [740, 502, 1097, 511]
- ad-subheading: LAND AND PROPERTY SALESMEN, TE KUITI, PALMERSTON N., AND DANNEVIRKE.: [531, 93, 606, 127]
- classified-ad: [13, 832, 143, 989]
- classified-ad: [626, 146, 729, 260]
